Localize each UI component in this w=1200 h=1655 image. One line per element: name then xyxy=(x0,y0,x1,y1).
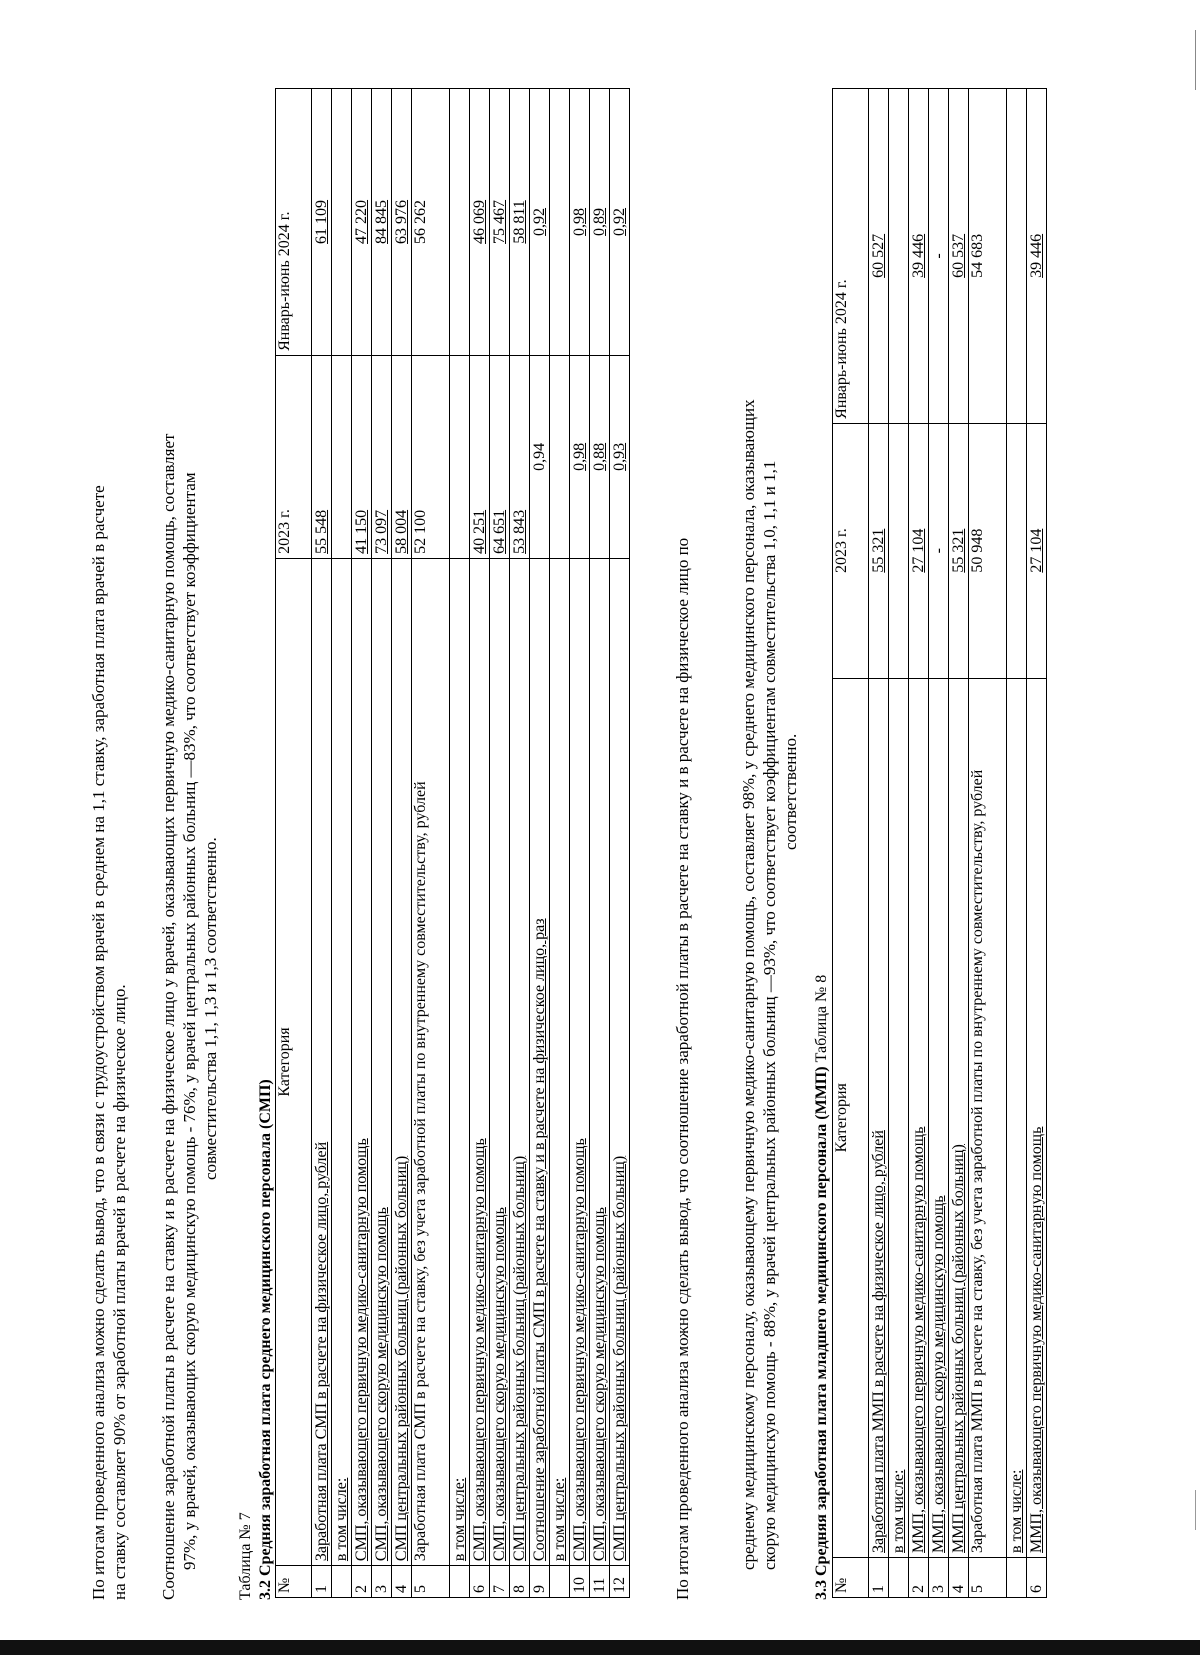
cell-2023 xyxy=(332,355,352,558)
cell-category: СМП, оказывающего первичную медико-санитарную помощь xyxy=(352,558,372,1565)
cell-2023: 0,98 xyxy=(570,355,590,558)
scan-edge-mark xyxy=(1195,30,1196,90)
cell-no: 10 xyxy=(570,1566,590,1598)
cell-2024: 0,89 xyxy=(590,89,610,356)
column-header-category: Категория xyxy=(833,678,869,1557)
paragraph-ratio-doctors xyxy=(158,40,221,1600)
cell-2023: 50 948 xyxy=(969,423,1007,678)
cell-2024 xyxy=(550,89,570,356)
cell-no xyxy=(1007,1557,1027,1597)
cell-2024: 0,92 xyxy=(610,89,630,356)
cell-no: 7 xyxy=(490,1566,510,1598)
column-header-2024: Январь-июнь 2024 г. xyxy=(276,89,312,356)
table-row xyxy=(570,89,590,1598)
paragraph-line: на ставку составляет 90% от заработной платы врачей в расчете на физическое лицо. xyxy=(110,984,129,1600)
cell-2023 xyxy=(889,423,909,678)
cell-2023 xyxy=(550,355,570,558)
table7-label: Таблица № 7 xyxy=(237,1512,254,1600)
cell-2024: 39 446 xyxy=(1027,89,1047,424)
column-header-2023: 2023 г. xyxy=(833,423,869,678)
cell-category: ММП, оказывающего скорую медицинскую помощь xyxy=(929,678,949,1557)
cell-category: СМП, оказывающего скорую медицинскую помощь xyxy=(490,558,510,1565)
cell-2024: 0,92 xyxy=(530,89,550,356)
cell-category: СМП центральных районных больниц (районных больниц) xyxy=(392,558,412,1565)
cell-category: в том числе: xyxy=(332,558,352,1565)
cell-category: в том числе: xyxy=(550,558,570,1565)
table-row xyxy=(929,89,949,1598)
column-header-2023: 2023 г. xyxy=(276,355,312,558)
cell-2024: 60 537 xyxy=(949,89,969,424)
table-row xyxy=(969,89,1007,1598)
cell-category: ММП, оказывающего первичную медико-санитарную помощь xyxy=(1027,678,1047,1557)
cell-2023: 73 097 xyxy=(372,355,392,558)
cell-2023: 52 100 xyxy=(412,355,450,558)
table-8-mmp-salary xyxy=(832,88,1047,1598)
cell-category: СМП, оказывающего первичную медико-санитарную помощь xyxy=(570,558,590,1565)
table-row xyxy=(332,89,352,1598)
cell-2023: 55 548 xyxy=(312,355,332,558)
cell-2023: 58 004 xyxy=(392,355,412,558)
table-row xyxy=(490,89,510,1598)
cell-2023: 41 150 xyxy=(352,355,372,558)
cell-no xyxy=(450,1566,470,1598)
cell-2024: 60 527 xyxy=(869,89,889,424)
cell-category: СМП, оказывающего скорую медицинскую помощь xyxy=(372,558,392,1565)
cell-2023 xyxy=(450,355,470,558)
cell-2024 xyxy=(889,89,909,424)
table-row xyxy=(550,89,570,1598)
cell-category: ММП, оказывающего первичную медико-санитарную помощь xyxy=(909,678,929,1557)
table-row xyxy=(470,89,490,1598)
cell-2023: 0,88 xyxy=(590,355,610,558)
cell-2024: 39 446 xyxy=(909,89,929,424)
cell-2024: 84 845 xyxy=(372,89,392,356)
cell-no: 3 xyxy=(372,1566,392,1598)
table-row xyxy=(889,89,909,1598)
cell-2024: 56 262 xyxy=(412,89,450,356)
table-row xyxy=(869,89,889,1598)
table-header-row xyxy=(276,89,312,1598)
cell-category: СМП, оказывающего первичную медико-санитарную помощь xyxy=(470,558,490,1565)
table-row xyxy=(412,89,450,1598)
cell-no xyxy=(332,1566,352,1598)
cell-2024: 61 109 xyxy=(312,89,332,356)
paragraph-line: По итогам проведенного анализа можно сделать вывод, что соотношение заработной платы в расчете на ставку и в расчете на физическое лицо по xyxy=(673,537,692,1600)
table-row xyxy=(392,89,412,1598)
cell-category: в том числе: xyxy=(889,678,909,1557)
cell-no: 2 xyxy=(909,1557,929,1597)
cell-category: Соотношение заработной платы СМП в расчете на ставку и в расчете на физическое лицо, раз xyxy=(530,558,550,1565)
cell-category: Заработная плата СМП в расчете на ставку, без учета заработной платы по внутреннему совместительству, рублей xyxy=(412,558,450,1565)
paragraph-line: Соотношение заработной платы в расчете на ставку и в расчете на физическое лицо у врачей, оказывающих первичную медико-санитарную помощь, составляет xyxy=(159,433,178,1600)
cell-2024: - xyxy=(929,89,949,424)
paragraph-doctors-conclusion xyxy=(88,100,130,1600)
table-row xyxy=(530,89,550,1598)
paragraph-line: среднему медицинскому персоналу, оказывающему первичную медико-санитарную помощь, составляет 98%, у среднего медицинского персонала, оказывающих xyxy=(739,399,758,1570)
column-header-no: № xyxy=(833,1557,869,1597)
cell-category: Заработная плата ММП в расчете на ставку, без учета заработной платы по внутреннему совместительству, рублей xyxy=(969,678,1007,1557)
cell-category: СМП, оказывающего скорую медицинскую помощь xyxy=(590,558,610,1565)
table8-title: 3.3 Средняя заработная плата младшего медицинского персонала (ММП) xyxy=(813,1066,830,1600)
cell-no: 2 xyxy=(352,1566,372,1598)
cell-category: в том числе: xyxy=(450,558,470,1565)
cell-no: 5 xyxy=(412,1566,450,1598)
cell-category: СМП центральных районных больниц (районных больниц) xyxy=(610,558,630,1565)
cell-no: 11 xyxy=(590,1566,610,1598)
cell-2023: 55 321 xyxy=(869,423,889,678)
cell-2023: 55 321 xyxy=(949,423,969,678)
scan-edge-mark xyxy=(1195,1490,1196,1530)
cell-2023: 40 251 xyxy=(470,355,490,558)
table-row xyxy=(1007,89,1027,1598)
cell-no: 8 xyxy=(510,1566,530,1598)
cell-2023 xyxy=(1007,423,1027,678)
cell-no: 9 xyxy=(530,1566,550,1598)
table7-title: 3.2 Средняя заработная плата среднего медицинского персонала (СМП) xyxy=(257,1079,274,1600)
table-row xyxy=(372,89,392,1598)
cell-2024 xyxy=(450,89,470,356)
cell-2023: - xyxy=(929,423,949,678)
paragraph-line: соответственно. xyxy=(781,733,800,850)
cell-category: в том числе: xyxy=(1007,678,1027,1557)
table-row xyxy=(590,89,610,1598)
paragraph-line: совместительства 1,1, 1,3 и 1,3 соответственно. xyxy=(201,837,220,1180)
cell-no: 4 xyxy=(949,1557,969,1597)
cell-2024: 63 976 xyxy=(392,89,412,356)
cell-2024 xyxy=(332,89,352,356)
cell-no: 1 xyxy=(312,1566,332,1598)
cell-no: 4 xyxy=(392,1566,412,1598)
cell-no: 6 xyxy=(470,1566,490,1598)
cell-category: Заработная плата ММП в расчете на физическое лицо, рублей xyxy=(869,678,889,1557)
cell-2023: 0,93 xyxy=(610,355,630,558)
cell-no xyxy=(550,1566,570,1598)
paragraph-smp-conclusion xyxy=(672,40,801,1600)
table-row xyxy=(510,89,530,1598)
table-row xyxy=(610,89,630,1598)
paragraph-line: По итогам проведенного анализа можно сделать вывод, что в связи с трудоустройством врачей в среднем на 1,1 ставку, заработная плата врачей в расчете xyxy=(89,485,108,1600)
cell-category: ММП центральных районных больниц (районных больниц) xyxy=(949,678,969,1557)
column-header-category: Категория xyxy=(276,558,312,1565)
table-row xyxy=(352,89,372,1598)
cell-2024: 0,98 xyxy=(570,89,590,356)
cell-no: 5 xyxy=(969,1557,1007,1597)
paragraph-line: скорую медицинскую помощь - 88%, у врачей центральных районных больниц —93%, что соответствует коэффициентам совместительства 1,0, 1,1 и 1,1 xyxy=(760,460,779,1570)
paragraph-line: 97%, у врачей, оказывающих скорую медицинскую помощь - 76%, у врачей центральных районных больниц —83%, что соответствует коэффициентам xyxy=(180,472,199,1570)
table8-label: Таблица № 8 xyxy=(813,974,830,1067)
cell-no: 6 xyxy=(1027,1557,1047,1597)
cell-2023: 53 843 xyxy=(510,355,530,558)
cell-2023: 27 104 xyxy=(909,423,929,678)
cell-no xyxy=(889,1557,909,1597)
scan-bottom-border xyxy=(0,1640,1200,1655)
cell-no: 1 xyxy=(869,1557,889,1597)
cell-2024: 47 220 xyxy=(352,89,372,356)
cell-2024: 46 069 xyxy=(470,89,490,356)
table-row xyxy=(312,89,332,1598)
table-row xyxy=(949,89,969,1598)
table-header-row xyxy=(833,89,869,1598)
cell-2023: 64 651 xyxy=(490,355,510,558)
column-header-no: № xyxy=(276,1566,312,1598)
cell-2024: 75 467 xyxy=(490,89,510,356)
table-row xyxy=(909,89,929,1598)
cell-no: 3 xyxy=(929,1557,949,1597)
cell-category: Заработная плата СМП в расчете на физическое лицо, рублей xyxy=(312,558,332,1565)
table-row xyxy=(450,89,470,1598)
table-7-smp-salary xyxy=(275,88,630,1598)
column-header-2024: Январь-июнь 2024 г. xyxy=(833,89,869,424)
cell-2024: 54 683 xyxy=(969,89,1007,424)
cell-2024 xyxy=(1007,89,1027,424)
cell-2023: 27 104 xyxy=(1027,423,1047,678)
cell-2023: 0,94 xyxy=(530,355,550,558)
table-row xyxy=(1027,89,1047,1598)
cell-2024: 58 811 xyxy=(510,89,530,356)
table8-caption xyxy=(812,975,831,1600)
cell-category: СМП центральных районных больниц (районных больниц) xyxy=(510,558,530,1565)
cell-no: 12 xyxy=(610,1566,630,1598)
